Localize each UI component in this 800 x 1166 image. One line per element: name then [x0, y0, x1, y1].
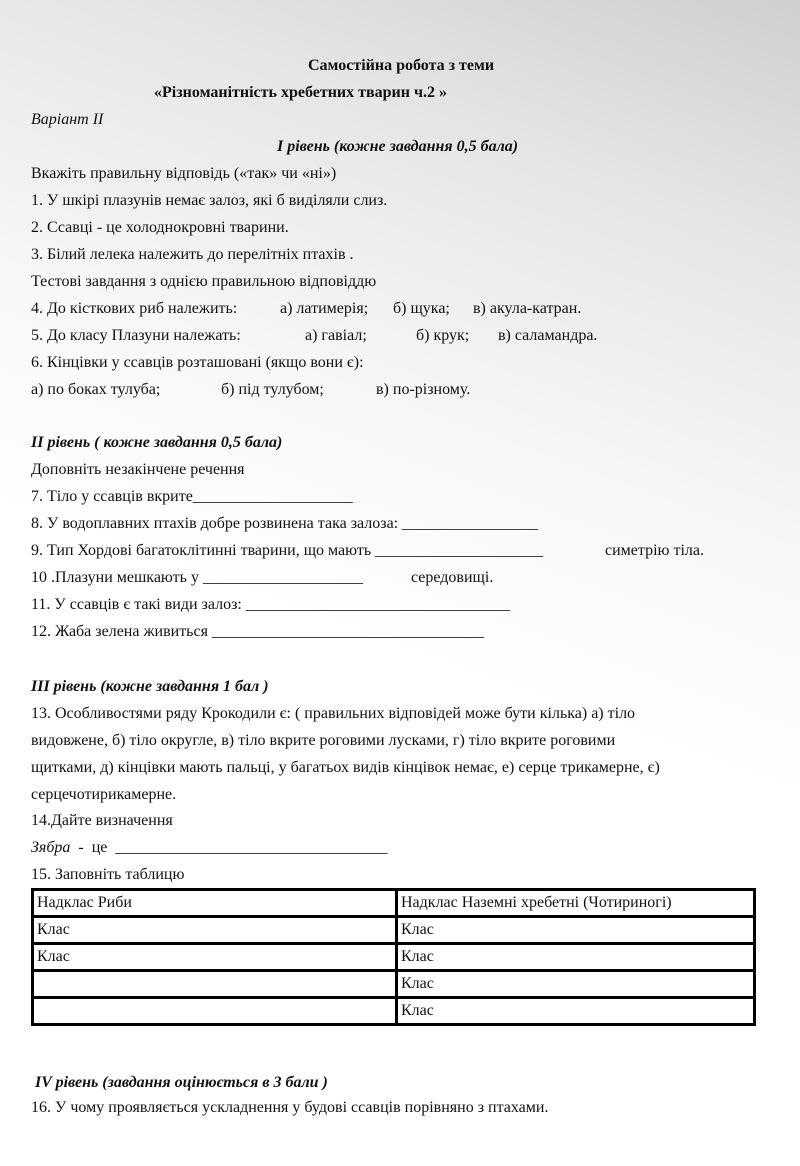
classification-table — [31, 888, 756, 1026]
question-11: 11. У ссавців є такі види залоз: _________________________________ — [31, 596, 510, 613]
question-12: 12. Жаба зелена живиться __________________________________ — [31, 623, 484, 640]
question-13-line-4: серцечотирикамерне. — [31, 786, 177, 803]
question-4-option-c: в) акула-катран. — [473, 300, 582, 317]
question-7: 7. Тіло у ссавців вкрите____________________ — [31, 488, 353, 505]
level1-instruction: Вкажіть правильну відповідь («так» чи «ні») — [31, 165, 337, 182]
test-instruction: Тестові завдання з однією правильною відповіддю — [31, 273, 377, 290]
table-header-row — [33, 890, 755, 917]
question-10-text: 10 .Плазуни мешкають у ____________________ — [31, 569, 363, 586]
question-4-option-b: б) щука; — [393, 300, 450, 317]
worksheet-subtitle: «Різноманітність хребетних тварин ч.2 » — [154, 84, 448, 101]
question-10-suffix: середовищі. — [411, 569, 494, 586]
question-13-line-1: 13. Особливостями ряду Крокодили є: ( правильних відповідей може бути кілька) а) тіло — [31, 705, 636, 722]
question-14-definition — [31, 838, 387, 858]
question-4-text: 4. До кісткових риб належить: — [31, 300, 238, 317]
question-14: 14.Дайте визначення — [31, 812, 173, 829]
question-6-option-c: в) по-різному. — [376, 381, 471, 398]
question-5-text: 5. До класу Плазуни належать: — [31, 327, 241, 344]
question-14-blank: - це __________________________________ — [70, 839, 388, 856]
table-cell: Клас — [397, 998, 755, 1025]
table-cell: Клас — [33, 917, 397, 944]
question-13-line-2: видовжене, б) тіло округле, в) тіло вкрите роговими лусками, г) тіло вкрите роговими — [31, 732, 616, 749]
level3-heading: ІІІ рівень (кожне завдання 1 бал ) — [31, 678, 269, 695]
level2-heading: ІІ рівень ( кожне завдання 0,5 бала) — [31, 434, 283, 451]
question-6-option-b: б) під тулубом; — [221, 381, 324, 398]
question-5-option-b: б) крук; — [416, 327, 470, 344]
table-row — [33, 944, 755, 971]
question-6-option-a: а) по боках тулуба; — [31, 381, 161, 398]
table-cell: Клас — [33, 944, 397, 971]
worksheet-title: Самостійна робота з теми — [308, 57, 495, 74]
table-cell: Клас — [397, 944, 755, 971]
table-cell: Клас — [397, 917, 755, 944]
question-4-option-a: а) латимерія; — [280, 300, 369, 317]
question-6-text: 6. Кінцівки у ссавців розташовані (якщо вони є): — [31, 354, 364, 371]
table-row — [33, 917, 755, 944]
question-2: 2. Ссавці - це холоднокровні тварини. — [31, 219, 289, 236]
table-row — [33, 998, 755, 1025]
level2-instruction: Доповніть незакінчене речення — [31, 461, 245, 478]
table-header-fish: Надклас Риби — [33, 890, 397, 917]
question-5-option-c: в) саламандра. — [498, 327, 598, 344]
table-row — [33, 971, 755, 998]
table-cell — [33, 998, 397, 1025]
variant-label: Варіант ІІ — [31, 111, 104, 128]
table-cell — [33, 971, 397, 998]
question-13-line-3: щитками, д) кінцівки мають пальці, у багатьох видів кінцівок немає, е) серце трикамерне, є) — [31, 759, 660, 776]
question-16: 16. У чому проявляється ускладнення у будові ссавців порівняно з птахами. — [31, 1099, 549, 1116]
table-header-tetrapods: Надклас Наземні хребетні (Чотириногі) — [397, 890, 755, 917]
question-9-text: 9. Тип Хордові багатоклітинні тварини, що мають _____________________ — [31, 542, 544, 559]
question-8: 8. У водоплавних птахів добре розвинена така залоза: _________________ — [31, 515, 539, 532]
table-cell: Клас — [397, 971, 755, 998]
level4-heading: ІV рівень (завдання оцінюється в 3 бали ) — [31, 1074, 328, 1091]
question-3: 3. Білий лелека належить до перелітніх птахів . — [31, 246, 354, 263]
question-1: 1. У шкірі плазунів немає залоз, які б виділяли слиз. — [31, 192, 388, 209]
question-5-option-a: а) гавіал; — [305, 327, 367, 344]
level1-heading: І рівень (кожне завдання 0,5 бала) — [277, 138, 519, 155]
question-9-suffix: симетрію тіла. — [605, 542, 704, 559]
question-15: 15. Заповніть таблицю — [31, 866, 185, 883]
question-14-term: Зябра — [31, 839, 71, 856]
